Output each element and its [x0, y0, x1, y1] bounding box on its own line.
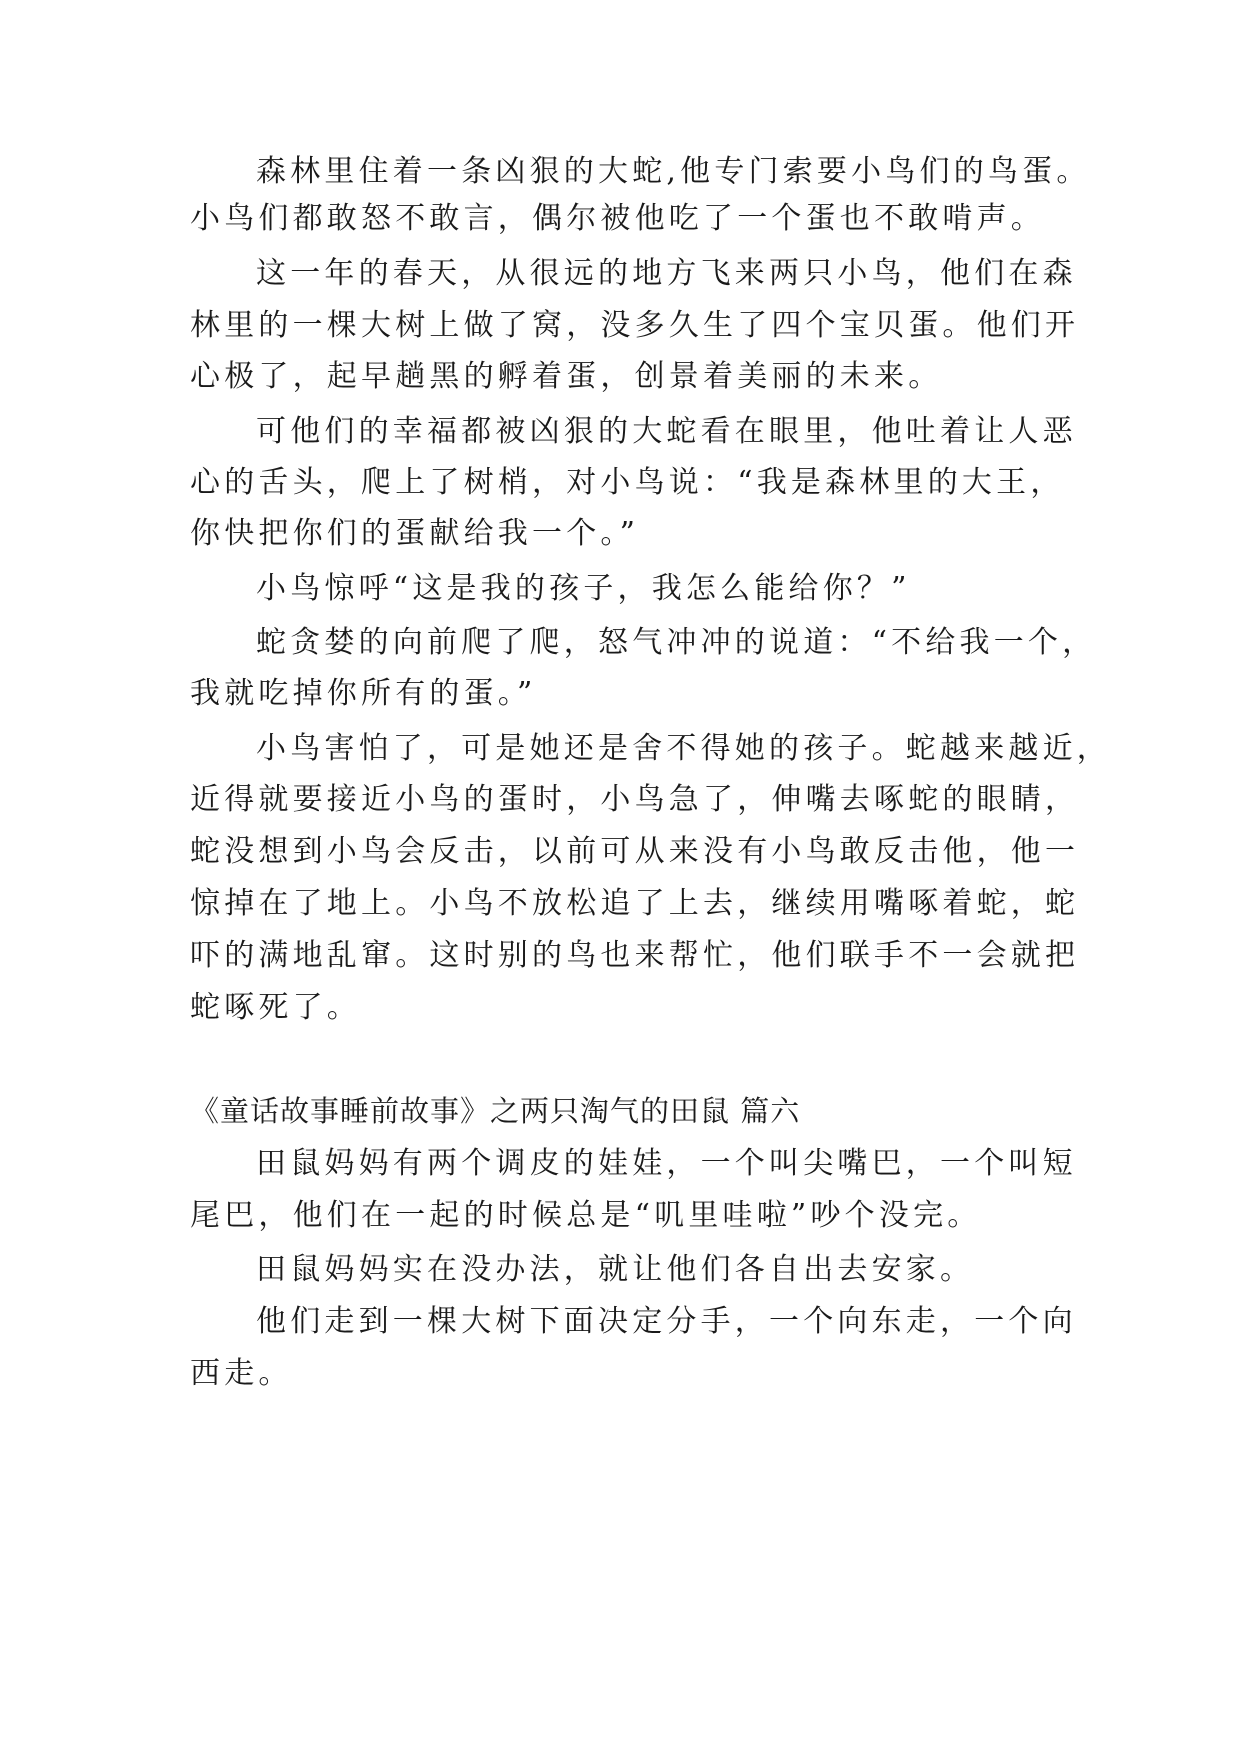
story-one-line: 蛇贪婪的向前爬了爬，怒气冲冲的说道：“不给我一个，: [256, 625, 1097, 660]
story-one-line: 这一年的春天，从很远的地方飞来两只小鸟，他们在森: [256, 256, 1077, 291]
story-one-line: 可他们的幸福都被凶狠的大蛇看在眼里，他吐着让人恶: [256, 414, 1077, 449]
story-one-line: 你快把你们的蛋献给我一个。”: [190, 516, 640, 551]
story-one-line: 近得就要接近小鸟的蛋时，小鸟急了，伸嘴去啄蛇的眼睛，: [190, 782, 1080, 817]
section-heading: 《童话故事睡前故事》之两只淘气的田鼠 篇六: [190, 1094, 801, 1128]
story-one-line: 小鸟惊呼“这是我的孩子，我怎么能给你？”: [256, 571, 911, 606]
story-one-line: 心的舌头，爬上了树梢，对小鸟说：“我是森林里的大王，: [190, 465, 1065, 500]
story-one-line: 我就吃掉你所有的蛋。”: [190, 676, 537, 711]
story-one-line: 蛇啄死了。: [190, 990, 361, 1025]
story-one-line: 吓的满地乱窜。这时别的鸟也来帮忙，他们联手不一会就把: [190, 938, 1080, 973]
story-two-line: 田鼠妈妈有两个调皮的娃娃，一个叫尖嘴巴，一个叫短: [256, 1146, 1077, 1181]
story-one-line: 惊掉在了地上。小鸟不放松追了上去，继续用嘴啄着蛇，蛇: [190, 886, 1080, 921]
story-one-line: 林里的一棵大树上做了窝，没多久生了四个宝贝蛋。他们开: [190, 308, 1080, 343]
story-one-line: 小鸟们都敢怒不敢言，偶尔被他吃了一个蛋也不敢啃声。: [190, 201, 1045, 236]
story-one-line: 蛇没想到小鸟会反击，以前可从来没有小鸟敢反击他，他一: [190, 834, 1080, 869]
story-two-line: 他们走到一棵大树下面决定分手，一个向东走，一个向: [256, 1304, 1077, 1339]
story-two-line: 尾巴，他们在一起的时候总是“叽里哇啦”吵个没完。: [190, 1198, 982, 1233]
story-one-line: 小鸟害怕了，可是她还是舍不得她的孩子。蛇越来越近，: [256, 731, 1111, 766]
story-two-line: 西走。: [190, 1356, 293, 1391]
story-one-line: 森林里住着一条凶狠的大蛇,他专门索要小鸟们的鸟蛋。: [256, 154, 1091, 189]
story-two-line: 田鼠妈妈实在没办法，就让他们各自出去安家。: [256, 1252, 975, 1287]
story-one-line: 心极了，起早趟黑的孵着蛋，创景着美丽的未来。: [190, 359, 943, 394]
